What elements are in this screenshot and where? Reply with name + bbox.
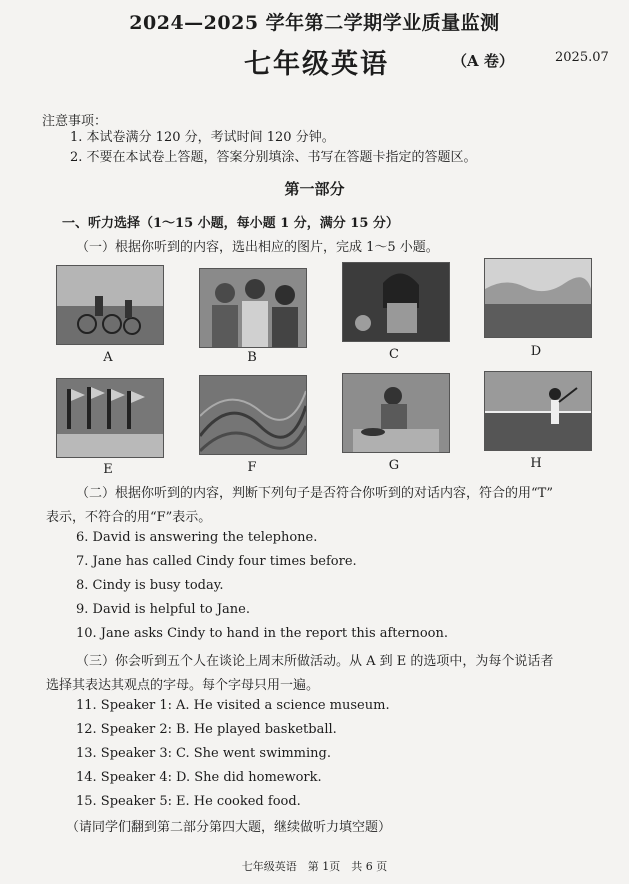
- exam-volume: （A 卷）: [452, 52, 514, 70]
- page-footer: 七年级英语 第 1页 共 6 页: [241, 860, 388, 873]
- picture-b-group-people-photo-icon: [199, 268, 307, 348]
- picture-a-cycling-photo-icon: [56, 265, 164, 345]
- picture-a-label: A: [103, 350, 113, 365]
- option-c: C. She went swimming.: [176, 746, 331, 761]
- option-d: D. She did homework.: [176, 770, 322, 785]
- section1-sub2-line1: （二）根据你听到的内容，判断下列句子是否符合你听到的对话内容，符合的用“T”: [76, 486, 553, 501]
- picture-g-label: G: [388, 458, 400, 473]
- section1-sub3-line2: 选择其表达其观点的字母。每个字母只用一遍。: [46, 678, 320, 693]
- picture-h-tennis-player-photo-icon: [484, 371, 592, 451]
- statement-10: 10. Jane asks Cindy to hand in the report this afternoon.: [76, 626, 448, 641]
- section1-sub1: （一）根据你听到的内容，选出相应的图片，完成 1～5 小题。: [76, 240, 439, 255]
- option-e: E. He cooked food.: [176, 794, 301, 809]
- statement-9: 9. David is helpful to Jane.: [76, 602, 250, 617]
- option-b: B. He played basketball.: [176, 722, 337, 737]
- speaker-11: 11. Speaker 1:: [76, 698, 173, 713]
- option-a: A. He visited a science museum.: [176, 698, 390, 713]
- section1-sub2-line2: 表示，不符合的用“F”表示。: [46, 510, 212, 525]
- statement-6: 6. David is answering the telephone.: [76, 530, 318, 545]
- speaker-12: 12. Speaker 2:: [76, 722, 173, 737]
- picture-c-woman-reading-photo-icon: [342, 262, 450, 342]
- speaker-13: 13. Speaker 3:: [76, 746, 173, 761]
- section1-title: 一、听力选择（1～15 小题，每小题 1 分，满分 15 分）: [62, 216, 399, 231]
- picture-c-label: C: [389, 347, 399, 362]
- statement-7: 7. Jane has called Cindy four times before.: [76, 554, 357, 569]
- notes-heading: 注意事项：: [42, 114, 108, 129]
- exam-date: 2025.07: [555, 50, 609, 65]
- speaker-14: 14. Speaker 4:: [76, 770, 173, 785]
- speaker-15: 15. Speaker 5:: [76, 794, 173, 809]
- picture-b-label: B: [247, 350, 257, 365]
- picture-f-label: F: [247, 460, 257, 475]
- note-item-2: 2. 不要在本试卷上答题，答案分别填涂、书写在答题卡指定的答题区。: [70, 150, 477, 165]
- exam-title: 2024—2025 学年第二学期学业质量监测: [129, 12, 500, 34]
- section1-note: （请同学们翻到第二部分第四大题，继续做听力填空题）: [66, 820, 392, 835]
- picture-e-flags-building-photo-icon: [56, 378, 164, 458]
- picture-e-label: E: [103, 462, 113, 477]
- note-item-1: 1. 本试卷满分 120 分，考试时间 120 分钟。: [70, 130, 335, 145]
- part-title: 第一部分: [284, 180, 345, 198]
- statement-8: 8. Cindy is busy today.: [76, 578, 224, 593]
- picture-d-label: D: [530, 344, 542, 359]
- section1-sub3-line1: （三）你会听到五个人在谈论上周末所做活动。从 A 到 E 的选项中，为每个说话者: [76, 654, 554, 669]
- picture-f-grass-photo-icon: [199, 375, 307, 455]
- picture-h-label: H: [530, 456, 542, 471]
- picture-d-landscape-photo-icon: [484, 258, 592, 338]
- exam-subject: 七年级英语: [244, 49, 389, 80]
- picture-g-cooking-photo-icon: [342, 373, 450, 453]
